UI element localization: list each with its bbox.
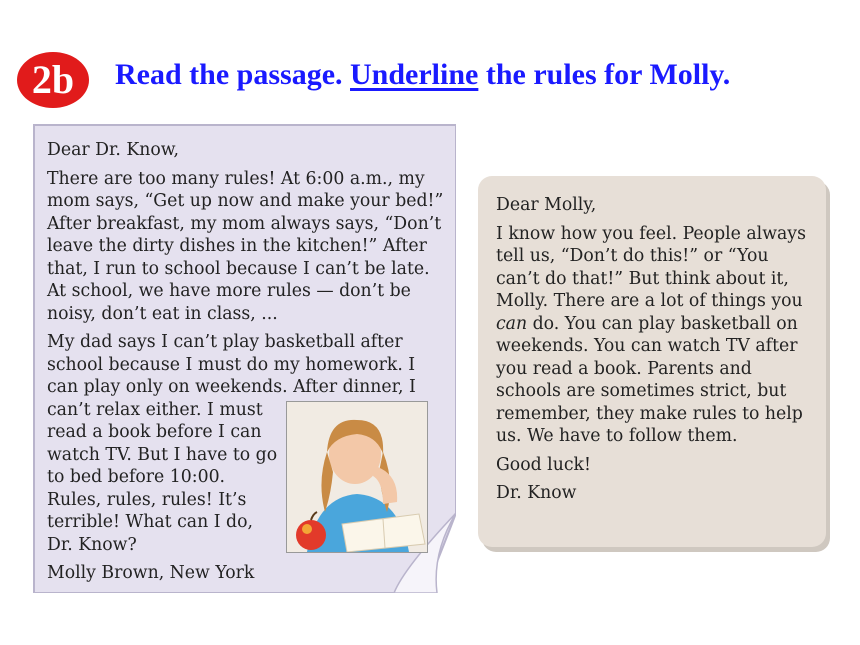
molly-greeting: Dear Dr. Know,	[47, 140, 180, 160]
reply-greeting: Dear Molly,	[496, 195, 597, 215]
molly-paragraph-1: There are too many rules! At 6:00 a.m., my mom says, “Get up now and make your bed!” After breakfast, my mom always says, “Don’t leave the dirty dishes in the kitchen!” After that, I run to school because I can’t be late. At school, we have more rules — don’t be noisy, don’t eat in class, ...	[47, 168, 444, 324]
girl-illustration-icon	[287, 402, 427, 552]
reply-emphasis: can	[496, 313, 528, 334]
reply-paragraph-1	[496, 223, 816, 448]
molly-paragraph-2-continued: can’t relax either. I must read a book before I can watch TV. But I have to go to bed before 10:00. Rules, rules, rules! It’s terrible! What can I do, Dr. Know?	[47, 399, 278, 555]
instruction-part-2: the rules for Molly.	[478, 58, 731, 91]
molly-signature: Molly Brown, New York	[47, 563, 255, 583]
instruction-heading	[115, 58, 730, 92]
instruction-part-1: Read the passage.	[115, 58, 351, 91]
reply-letter-text	[496, 194, 816, 511]
instruction-underlined-word: Underline	[350, 58, 479, 91]
reply-paragraph-1-start: I know how you feel. People always tell us, “Don’t do this!” or “You can’t do that!” But think about it, Molly. There are a lot of things you	[496, 223, 806, 311]
reply-closing: Good luck!	[496, 454, 591, 475]
reply-signature: Dr. Know	[496, 483, 577, 503]
molly-paragraph-2: My dad says I can’t play basketball after school because I must do my homework. I can play only on weekends. After dinner, I	[47, 332, 416, 397]
girl-reading-photo	[286, 401, 428, 553]
section-badge: 2b	[17, 52, 89, 108]
reply-paragraph-1-end: do. You can play basketball on weekends. You can watch TV after you read a book. Parents and schools are sometimes strict, but remember, they make rules to help us. We have to follow them.	[496, 313, 803, 446]
